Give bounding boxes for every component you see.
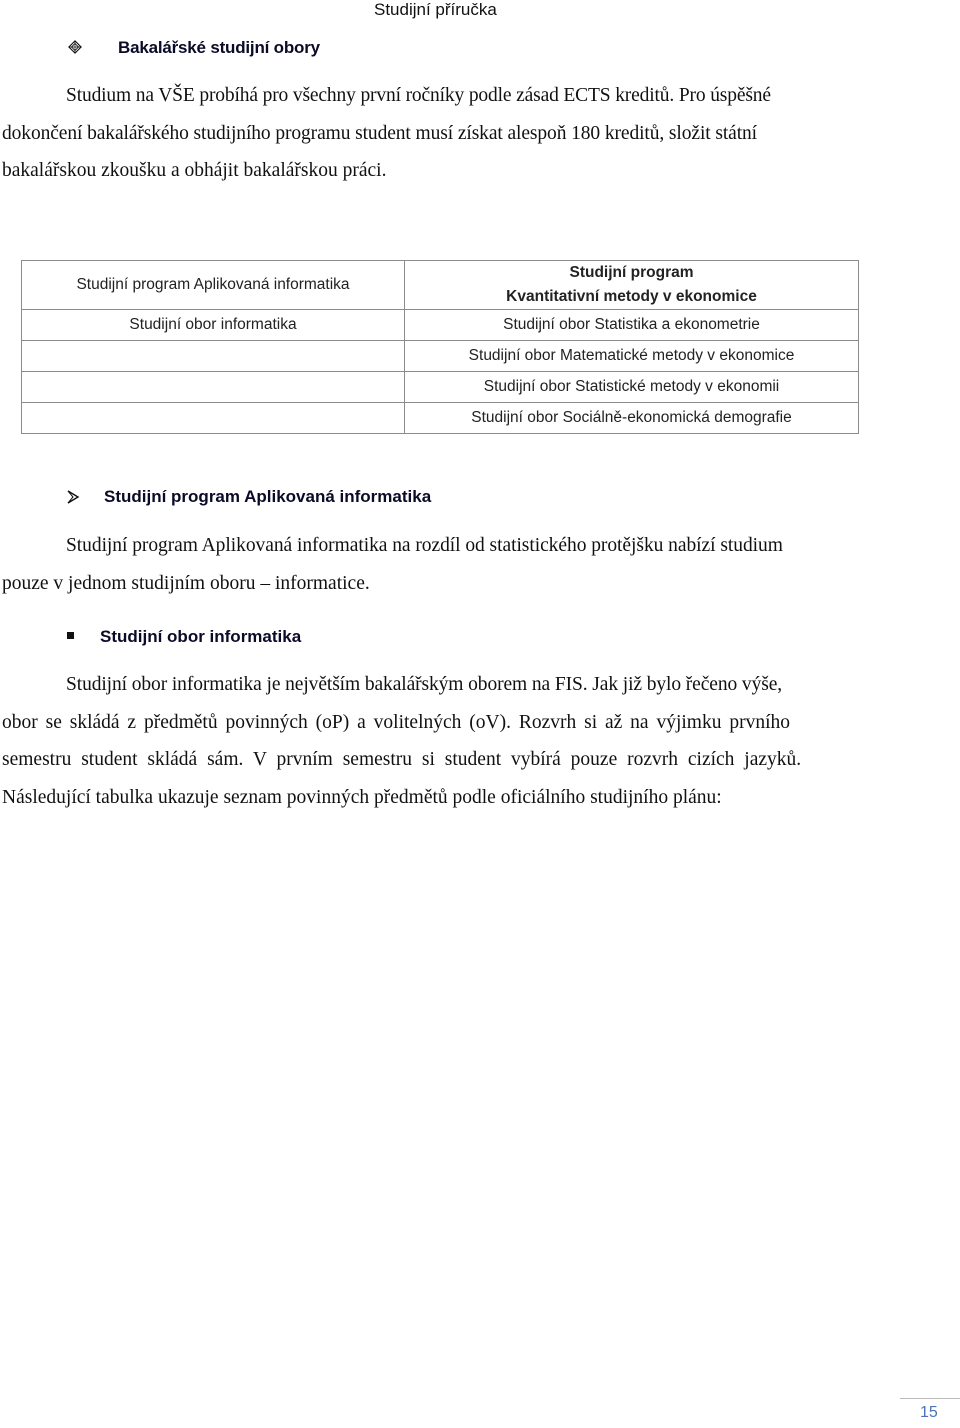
text-line: Následující tabulka ukazuje seznam povinných předmětů podle oficiálního studijního plánu: bbox=[2, 786, 722, 808]
footer-rule bbox=[900, 1398, 960, 1399]
text-line: Studijní program Aplikovaná informatika na rozdíl od statistického protějšku nabízí studium bbox=[66, 535, 783, 556]
table-row bbox=[22, 261, 859, 310]
text-line: pouze v jednom studijním oboru – informatice. bbox=[2, 572, 370, 594]
programs-table bbox=[21, 260, 859, 434]
table-row bbox=[22, 403, 859, 434]
running-header: Studijní příručka bbox=[374, 0, 497, 19]
table-row bbox=[22, 341, 859, 372]
text-line: bakalářskou zkoušku a obhájit bakalářskou práci. bbox=[2, 160, 387, 181]
paragraph-program bbox=[2, 527, 878, 602]
text-line: dokončení bakalářského studijního programu student musí získat alespoň 180 kreditů, složit státní bbox=[2, 122, 757, 144]
table-cell bbox=[22, 372, 405, 403]
heading-text: Bakalářské studijní obory bbox=[118, 38, 320, 57]
table-cell: Studijní obor informatika bbox=[22, 310, 405, 341]
table-cell: Studijní program Aplikovaná informatika bbox=[22, 261, 405, 310]
table-row bbox=[22, 310, 859, 341]
square-bullet-icon bbox=[67, 632, 74, 639]
table-cell: Studijní obor Statistika a ekonometrie bbox=[405, 310, 859, 341]
heading-text: Studijní program Aplikovaná informatika bbox=[104, 487, 432, 506]
table-cell bbox=[22, 341, 405, 372]
cell-line: Kvantitativní metody v ekonomice bbox=[506, 288, 757, 305]
page-number: 15 bbox=[920, 1404, 938, 1421]
table-cell bbox=[22, 403, 405, 434]
arrow-bullet-icon bbox=[66, 490, 80, 504]
table-cell: Studijní obor Matematické metody v ekonomice bbox=[405, 341, 859, 372]
table-cell: Studijní obor Statistické metody v ekonomii bbox=[405, 372, 859, 403]
text-line: Studijní obor informatika je největším bakalářským oborem na FIS. Jak již bylo řečeno výše, bbox=[66, 674, 783, 695]
table-cell bbox=[405, 261, 859, 310]
text-line: obor se skládá z předmětů povinných (oP) a volitelných (oV). Rozvrh si až na výjimku prvního bbox=[2, 711, 790, 733]
heading-text: Studijní obor informatika bbox=[100, 627, 302, 646]
table-row bbox=[22, 372, 859, 403]
diamond-bullet-icon bbox=[68, 40, 82, 54]
paragraph-obor bbox=[2, 666, 878, 816]
text-line: Studium na VŠE probíhá pro všechny první ročníky podle zásad ECTS kreditů. Pro úspěšné bbox=[66, 85, 771, 106]
table-cell: Studijní obor Sociálně-ekonomická demografie bbox=[405, 403, 859, 434]
paragraph-bachelor bbox=[2, 77, 878, 190]
text-line: semestru student skládá sám. V prvním semestru si student vybírá pouze rozvrh cizích jazyků. bbox=[2, 749, 802, 770]
cell-line: Studijní program bbox=[569, 264, 694, 281]
